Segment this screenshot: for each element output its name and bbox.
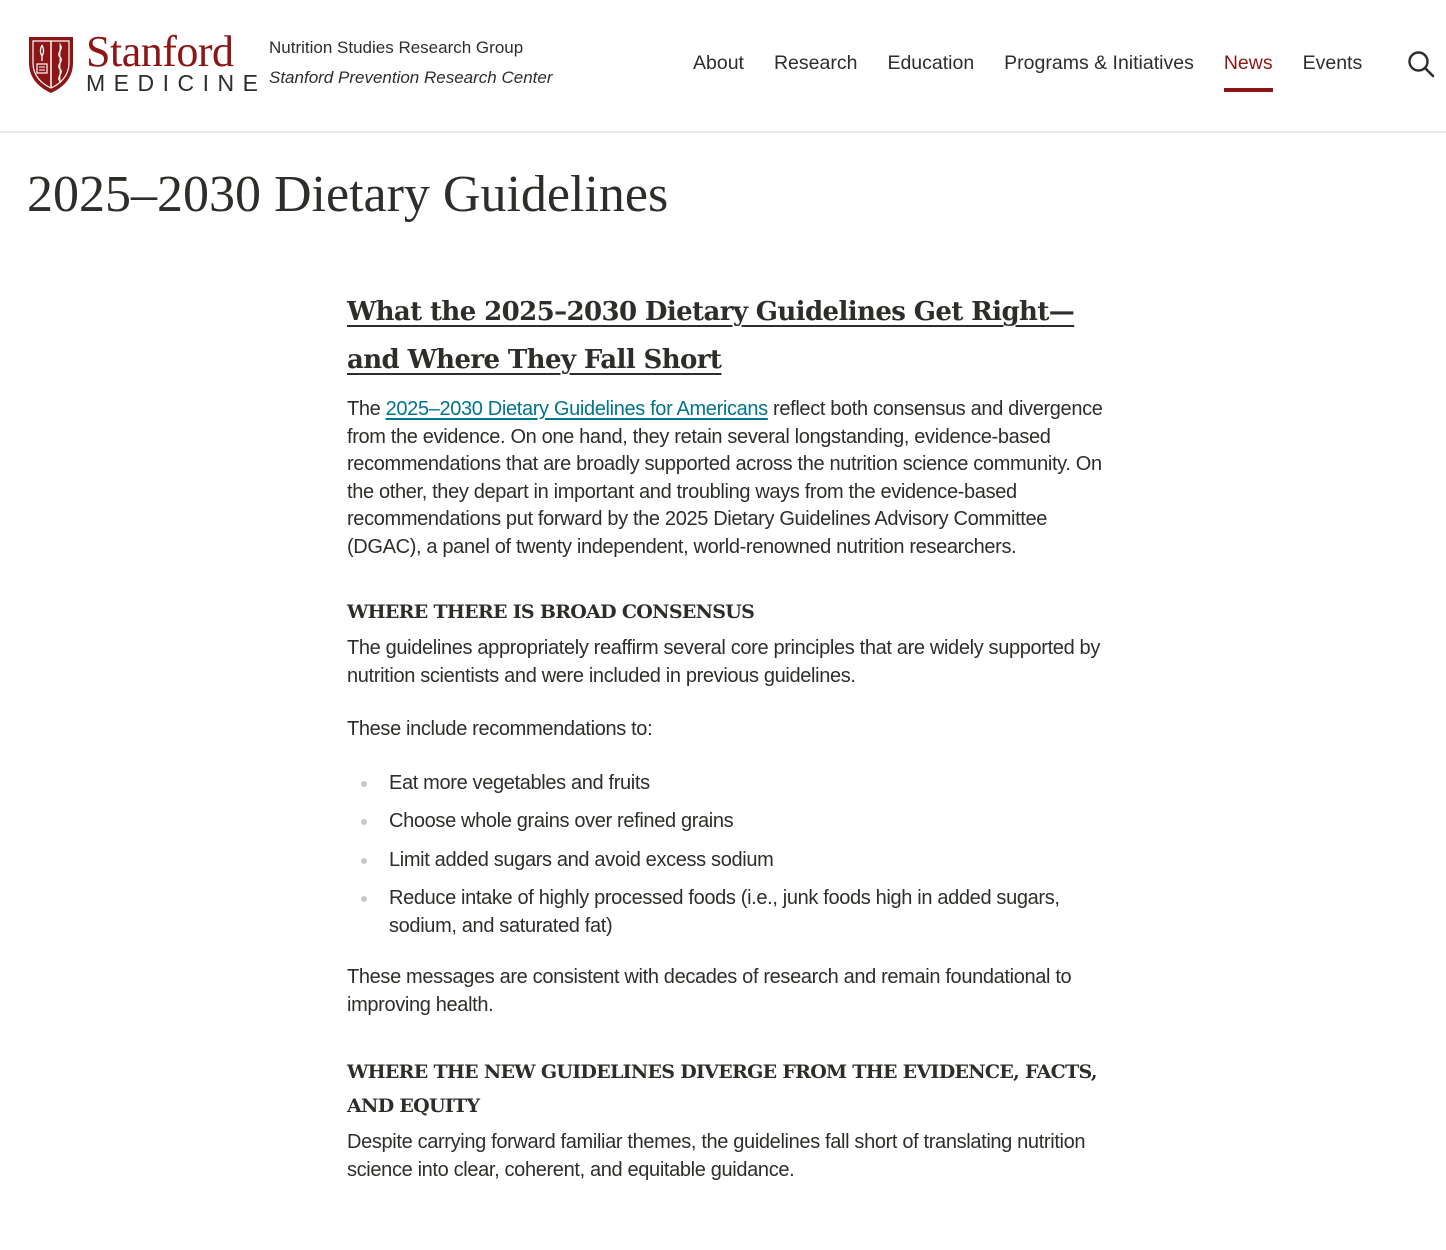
site-identity [269,37,553,89]
nav-item-about [693,50,744,92]
consensus-paragraph: The guidelines appropriately reaffirm several core principles that are widely supported by nutrition scientists and were included in previous guidelines. [347,637,1100,687]
nav-link-about[interactable]: About [693,52,744,74]
logo-wordmark-medicine: MEDICINE [86,70,267,96]
page-title: 2025–2030 Dietary Guidelines [27,166,669,223]
search-icon [1406,49,1436,79]
intro-paragraph [347,396,1122,561]
logo-wordmark-stanford: Stanford [86,27,234,76]
nav-link-programs-initiatives[interactable]: Programs & Initiatives [1004,52,1194,74]
nav-item-research [774,50,857,92]
main-navigation [693,50,1392,92]
consensus-closing: These messages are consistent with decades of research and remain foundational to improving health. [347,966,1072,1016]
group-name[interactable]: Nutrition Studies Research Group [269,38,524,57]
center-name[interactable]: Stanford Prevention Research Center [269,68,553,87]
article-heading-link[interactable]: What the 2025–2030 Dietary Guidelines Get Right—and Where They Fall Short [347,297,1075,375]
list-intro: These include recommendations to: [347,718,653,740]
search-button[interactable] [1406,49,1436,79]
nav-link-education[interactable]: Education [887,52,975,74]
article-heading [347,288,1122,384]
divergence-paragraph: Despite carrying forward familiar themes, the guidelines fall short of translating nutrition science into clear, coherent, and equitable guidance. [347,1131,1086,1181]
stanford-shield-icon [26,33,76,95]
nav-link-news[interactable]: News [1224,50,1273,92]
nav-link-events[interactable]: Events [1302,52,1363,74]
recommendations-list [347,770,1122,941]
article [347,288,1122,1184]
list-item: Choose whole grains over refined grains [389,808,1122,836]
stanford-medicine-logo[interactable] [26,27,267,96]
list-item: Eat more vegetables and fruits [389,770,1122,798]
list-item: Limit added sugars and avoid excess sodium [389,847,1122,875]
intro-text-after: reflect both consensus and divergence from the evidence. On one hand, they retain several longstanding, evidence-based recommendations that are broadly supported across the nutrition science community. On the other, they depart in important and troubling ways from the evidence-based recommendations put forward by the 2025 Dietary Guidelines Advisory Committee (DGAC), a panel of twenty independent, world-renowned nutrition researchers. [347,398,1103,558]
nav-item-education [887,50,974,92]
nav-item-news [1224,50,1273,92]
nav-item-programs-initiatives [1004,50,1194,92]
divergence-heading: WHERE THE NEW GUIDELINES DIVERGE FROM THE EVIDENCE, FACTS, AND EQUITY [347,1061,1097,1117]
nav-item-events [1303,50,1363,92]
dietary-guidelines-link[interactable]: 2025–2030 Dietary Guidelines for Americans [385,398,768,420]
nav-link-research[interactable]: Research [773,52,858,74]
intro-text-before: The [347,398,386,420]
list-item: Reduce intake of highly processed foods (i.e., junk foods high in added sugars, sodium, and saturated fat) [389,885,1122,940]
main-nav-list [693,50,1392,92]
consensus-heading: WHERE THERE IS BROAD CONSENSUS [347,601,755,623]
site-header [0,0,1446,133]
